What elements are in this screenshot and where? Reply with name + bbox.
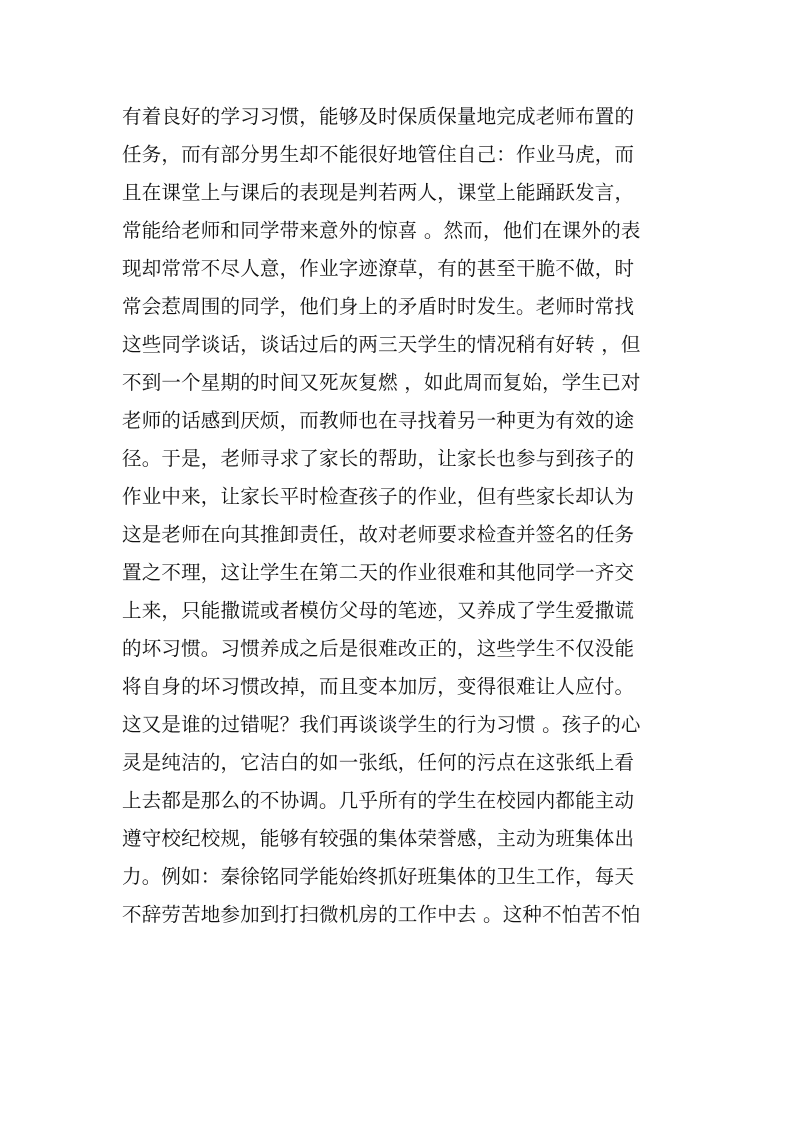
text-line-20: 遵守校纪校规，能够有较强的集体荣誉感，主动为班集体出 (122, 827, 635, 850)
text-line-5: 现却常常不尽人意，作业字迹潦草，有的甚至干脆不做，时 (122, 257, 635, 280)
body-text (122, 98, 682, 934)
text-line-2: 任务，而有部分男生却不能很好地管住自己：作业马虎，而 (122, 143, 635, 166)
text-line-7: 这些同学谈话，谈话过后的两三天学生的情况稍有好转 ，但 (122, 333, 641, 356)
text-line-9: 老师的话感到厌烦，而教师也在寻找着另一种更为有效的途 (122, 409, 635, 432)
text-line-13: 置之不理，这让学生在第二天的作业很难和其他同学一齐交 (122, 561, 635, 584)
text-line-1: 有着良好的学习习惯，能够及时保质保量地完成老师布置的 (122, 105, 635, 128)
text-line-4: 常能给老师和同学带来意外的惊喜 。然而，他们在课外的表 (122, 219, 641, 242)
text-line-16: 将自身的坏习惯改掉，而且变本加厉，变得很难让人应付。 (122, 675, 635, 698)
text-line-15: 的坏习惯。习惯养成之后是很难改正的，这些学生不仅没能 (122, 637, 635, 660)
text-line-17: 这又是谁的过错呢？我们再谈谈学生的行为习惯 。孩子的心 (122, 713, 641, 736)
text-line-22: 不辞劳苦地参加到打扫微机房的工作中去 。这种不怕苦不怕 (122, 903, 641, 926)
text-line-12: 这是老师在向其推卸责任，故对老师要求检查并签名的任务 (122, 523, 635, 546)
text-line-8: 不到一个星期的时间又死灰复燃 ，如此周而复始，学生已对 (122, 371, 641, 394)
text-line-21: 力。例如：秦徐铭同学能始终抓好班集体的卫生工作，每天 (122, 865, 635, 888)
text-line-6: 常会惹周围的同学，他们身上的矛盾时时发生。老师时常找 (122, 295, 635, 318)
text-line-14: 上来，只能撒谎或者模仿父母的笔迹，又养成了学生爱撒谎 (122, 599, 635, 622)
text-line-19: 上去都是那么的不协调。几乎所有的学生在校园内都能主动 (122, 789, 635, 812)
text-line-3: 且在课堂上与课后的表现是判若两人，课堂上能踊跃发言， (122, 181, 635, 204)
text-line-18: 灵是纯洁的，它洁白的如一张纸，任何的污点在这张纸上看 (122, 751, 635, 774)
text-line-10: 径。于是，老师寻求了家长的帮助，让家长也参与到孩子的 (122, 447, 635, 470)
text-line-11: 作业中来，让家长平时检查孩子的作业，但有些家长却认为 (122, 485, 635, 508)
